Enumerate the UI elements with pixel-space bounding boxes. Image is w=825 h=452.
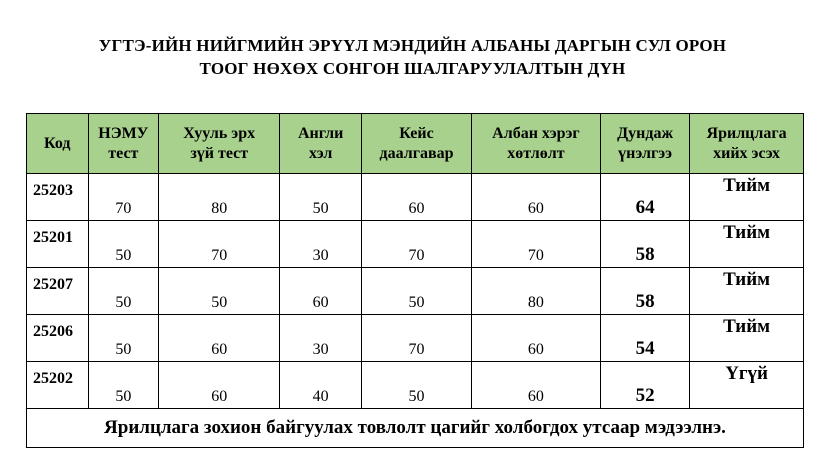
cell-law: 50 [159,268,280,315]
cell-records: 80 [471,268,600,315]
cell-nemu: 50 [88,221,159,268]
cell-records: 60 [471,315,600,362]
table-row [27,174,804,221]
cell-nemu: 70 [88,174,159,221]
cell-interview: Тийм [690,174,804,221]
footer-note: Ярилцлага зохион байгуулах товлолт цагийг холбогдох утсаар мэдээлнэ. [27,409,804,448]
cell-law: 60 [159,315,280,362]
table-row [27,221,804,268]
table-row [27,362,804,409]
cell-average: 58 [601,268,690,315]
cell-interview: Тийм [690,268,804,315]
cell-interview: Тийм [690,315,804,362]
header-records: Албан хэрэг хөтлөлт [471,114,600,174]
title-line-1: УГТЭ-ИЙН НИЙГМИЙН ЭРҮҮЛ МЭНДИЙН АЛБАНЫ ДАРГЫН СУЛ ОРОН [98,36,727,55]
cell-code: 25201 [27,221,89,268]
cell-average: 54 [601,315,690,362]
cell-case: 70 [362,315,472,362]
cell-english: 30 [280,315,362,362]
document-title [0,34,825,80]
cell-english: 60 [280,268,362,315]
header-interview: Ярилцлага хийх эсэх [690,114,804,174]
cell-interview: Үгүй [690,362,804,409]
cell-interview: Тийм [690,221,804,268]
cell-nemu: 50 [88,362,159,409]
cell-code: 25203 [27,174,89,221]
cell-nemu: 50 [88,268,159,315]
header-case-task: Кейс даалгавар [362,114,472,174]
cell-case: 50 [362,268,472,315]
cell-average: 58 [601,221,690,268]
cell-law: 60 [159,362,280,409]
cell-code: 25206 [27,315,89,362]
cell-records: 60 [471,362,600,409]
header-nemu-test: НЭМУ тест [88,114,159,174]
title-line-2: ТООГ НӨХӨХ СОНГОН ШАЛГАРУУЛАЛТЫН ДҮН [199,59,626,78]
table-row [27,268,804,315]
header-english: Англи хэл [280,114,362,174]
cell-average: 52 [601,362,690,409]
header-law-test: Хууль эрх зүй тест [159,114,280,174]
cell-case: 70 [362,221,472,268]
cell-case: 50 [362,362,472,409]
cell-code: 25202 [27,362,89,409]
cell-case: 60 [362,174,472,221]
cell-average: 64 [601,174,690,221]
cell-law: 70 [159,221,280,268]
header-average: Дундаж үнэлгээ [601,114,690,174]
cell-english: 40 [280,362,362,409]
cell-law: 80 [159,174,280,221]
table-row [27,315,804,362]
table-header-row [27,114,804,174]
results-table [26,113,804,448]
header-code: Код [27,114,89,174]
cell-records: 60 [471,174,600,221]
table-footer-row [27,409,804,448]
cell-code: 25207 [27,268,89,315]
cell-english: 30 [280,221,362,268]
cell-nemu: 50 [88,315,159,362]
cell-english: 50 [280,174,362,221]
cell-records: 70 [471,221,600,268]
